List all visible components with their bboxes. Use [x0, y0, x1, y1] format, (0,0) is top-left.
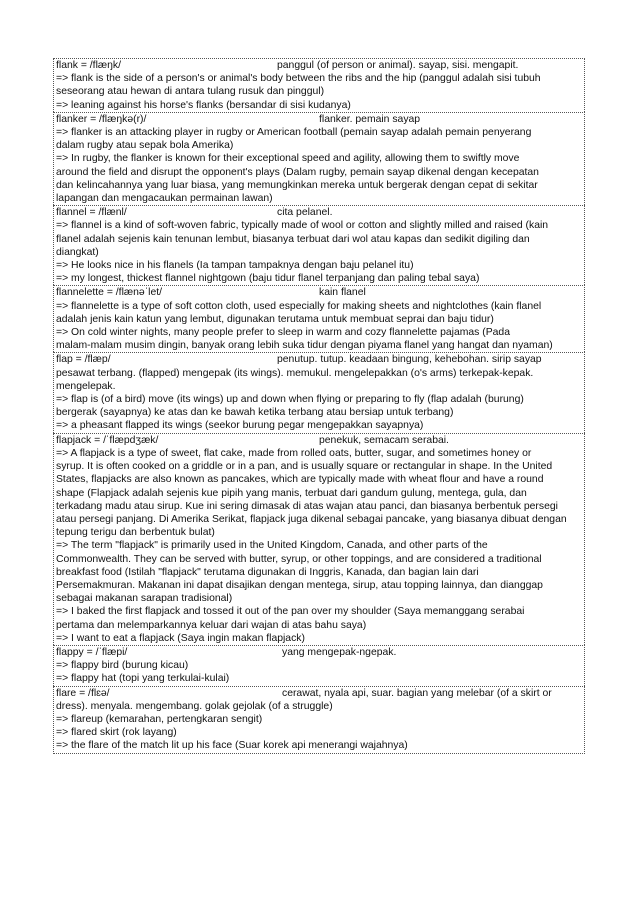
headword: flanker = /flæŋkə(r)/ — [56, 113, 147, 125]
dictionary-entry — [53, 686, 585, 754]
headword-gloss: panggul (of person or animal). sayap, sisi. mengapit. — [277, 60, 519, 71]
entry-text-line: diangkat) — [56, 246, 99, 258]
entry-text-line: breakfast food (Istilah "flapjack" terutama digunakan di Inggris, Kanada, dan bagian lain dari — [56, 566, 479, 578]
entry-text-line: adalah jenis kain katun yang lembut, digunakan terutama untuk membuat seprai dan baju tidur) — [56, 313, 494, 325]
entry-text-line: mengelepak. — [56, 380, 116, 392]
headword-gloss: penutup. tutup. keadaan bingung, kehebohan. sirip sayap — [277, 354, 542, 366]
entry-text-line: bergerak (sayapnya) ke atas dan ke bawah ketika terbang atau bersiap untuk terbang) — [56, 407, 454, 419]
headword: flank = /flæŋk/ — [56, 60, 121, 71]
entry-text-line: => flannelette is a type of soft cotton cloth, used especially for making sheets and nightclothes (kain flanel — [56, 300, 542, 312]
entry-text-line: => I baked the first flapjack and tossed it out of the pan over my shoulder (Saya memanggang serabai — [56, 606, 525, 618]
entry-text-line: => flappy hat (topi yang terkulai-kulai) — [56, 673, 230, 685]
entry-text-line: terkadang madu atau sirup. Kue ini sering dimasak di atas wajan atau panci, dan biasanya berbentuk persegi — [56, 500, 558, 512]
dictionary-page — [53, 58, 585, 754]
entry-headline — [56, 286, 584, 299]
entry-text-line: => flanker is an attacking player in rugby or American football (pemain sayap adalah pemain penyerang — [56, 127, 532, 139]
entry-text-line: => flank is the side of a person's or animal's body between the ribs and the hip (panggul adalah sisi tubuh — [56, 73, 541, 85]
entry-text-line: sebagai makanan sarapan tradisional) — [56, 593, 233, 605]
entry-text-line: => the flare of the match lit up his face (Suar korek api menerangi wajahnya) — [56, 740, 408, 752]
entry-text-line: seseorang atau hewan di antara tulang rusuk dan pinggul) — [56, 86, 325, 98]
dictionary-entry — [53, 112, 585, 205]
entry-text-line: pesawat terbang. (flapped) mengepak (its wings). memukul. mengelepakkan (o's arms) terkepak-kepak. — [56, 367, 534, 379]
entry-text-line: => The term "flapjack" is primarily used in the United Kingdom, Canada, and other parts of the — [56, 540, 488, 552]
entry-headline — [56, 687, 584, 700]
headword: flap = /flæp/ — [56, 354, 111, 366]
entry-text-line: dress). menyala. mengembang. golak gejolak (of a struggle) — [56, 700, 333, 712]
dictionary-entry — [53, 205, 585, 285]
entry-text-line: flanel adalah sejenis kain tenunan lembut, biasanya terbuat dari wol atau kapas dan sedikit digiling dan — [56, 233, 530, 245]
entry-text-line: States, flapjacks are also known as pancakes, which are typically made with wheat flour and have a round — [56, 474, 544, 486]
entry-text-line: => A flapjack is a type of sweet, flat cake, made from rolled oats, butter, sugar, and sometimes honey or — [56, 447, 532, 459]
dictionary-entry — [53, 433, 585, 645]
entry-text-line: Commonwealth. They can be served with butter, syrup, or other toppings, and are considered a traditional — [56, 553, 542, 565]
headword-gloss: yang mengepak-ngepak. — [282, 646, 397, 658]
entry-text-line: dalam rugby atau sepak bola Amerika) — [56, 140, 234, 152]
headword: flare = /flɛə/ — [56, 687, 110, 699]
entry-text-line: around the field and disrupt the opponent's plays (Dalam rugby, pemain sayap dikenal dengan kecepatan — [56, 166, 539, 178]
entry-text-line: Persemakmuran. Makanan ini dapat disajikan dengan mentega, sirup, atau topping lainnya, dan dianggap — [56, 579, 543, 591]
entry-text-line: malam-malam musim dingin, banyak orang lebih suka tidur dengan piyama flanel yang hangat dan nyaman) — [56, 340, 553, 352]
entry-text-line: => leaning against his horse's flanks (bersandar di sisi kudanya) — [56, 99, 351, 111]
dictionary-entry — [53, 352, 585, 432]
entry-text-line: => flannel is a kind of soft-woven fabric, typically made of wool or cotton and slightly milled and raised (kain — [56, 220, 549, 232]
headword-gloss: cita pelanel. — [277, 207, 333, 219]
entry-text-line: => my longest, thickest flannel nightgown (baju tidur flanel terpanjang dan paling tebal saya) — [56, 273, 480, 285]
entry-text-line: syrup. It is often cooked on a griddle or in a pan, and is usually square or rectangular in shape. In the United — [56, 461, 553, 473]
entry-text-line: => In rugby, the flanker is known for their exceptional speed and agility, allowing them to swiftly move — [56, 153, 520, 165]
entry-headline — [56, 59, 584, 72]
headword-gloss: penekuk, semacam serabai. — [319, 434, 449, 446]
dictionary-entry — [53, 645, 585, 686]
headword-gloss: cerawat, nyala api, suar. bagian yang melebar (of a skirt or — [282, 687, 552, 699]
entry-text-line: tepung terigu dan berbentuk bulat) — [56, 527, 215, 539]
entry-headline — [56, 113, 584, 126]
dictionary-entry — [53, 285, 585, 352]
headword-gloss: flanker. pemain sayap — [319, 113, 421, 125]
entry-text-line: shape (Flapjack adalah sejenis kue pipih yang manis, terbuat dari gandum gulung, mentega, gula, dan — [56, 487, 527, 499]
entry-text-line: => On cold winter nights, many people prefer to sleep in warm and cozy flannelette pajamas (Pada — [56, 327, 510, 339]
entry-text-line: => I want to eat a flapjack (Saya ingin makan flapjack) — [56, 632, 305, 644]
dictionary-entry — [53, 58, 585, 112]
headword: flannelette = /flænəˈlet/ — [56, 287, 162, 299]
entry-text-line: dan kelincahannya yang luar biasa, yang memungkinkan mereka untuk bergerak dengan cepat di sekitar — [56, 179, 538, 191]
entry-text-line: => He looks nice in his flanels (Ia tampan tampaknya dengan baju pelanel itu) — [56, 260, 414, 272]
entry-text-line: atau persegi panjang. Di Amerika Serikat, flapjack juga dikenal sebagai pancake, yang biasanya dibuat dengan — [56, 513, 567, 525]
headword: flapjack = /ˈflæpdʒæk/ — [56, 434, 159, 446]
entry-text-line: => flared skirt (rok layang) — [56, 727, 177, 739]
entry-headline — [56, 206, 584, 219]
entry-text-line: => a pheasant flapped its wings (seekor burung pegar mengepakkan sayapnya) — [56, 420, 424, 432]
headword: flappy = /ˈflæpi/ — [56, 646, 128, 658]
entry-text-line: pertama dan melemparkannya keluar dari wajan di atas bahu saya) — [56, 619, 367, 631]
entry-text-line: => flappy bird (burung kicau) — [56, 660, 189, 672]
entry-text-line: => flap is (of a bird) move (its wings) up and down when flying or preparing to fly (flap adalah (burung) — [56, 394, 524, 406]
headword: flannel = /flænl/ — [56, 207, 127, 219]
entry-headline — [56, 434, 584, 447]
entry-headline — [56, 646, 584, 659]
headword-gloss: kain flanel — [319, 287, 366, 299]
entry-text-line: => flareup (kemarahan, pertengkaran sengit) — [56, 713, 263, 725]
entry-text-line: lapangan dan mengacaukan permainan lawan) — [56, 193, 273, 205]
entry-headline — [56, 353, 584, 366]
